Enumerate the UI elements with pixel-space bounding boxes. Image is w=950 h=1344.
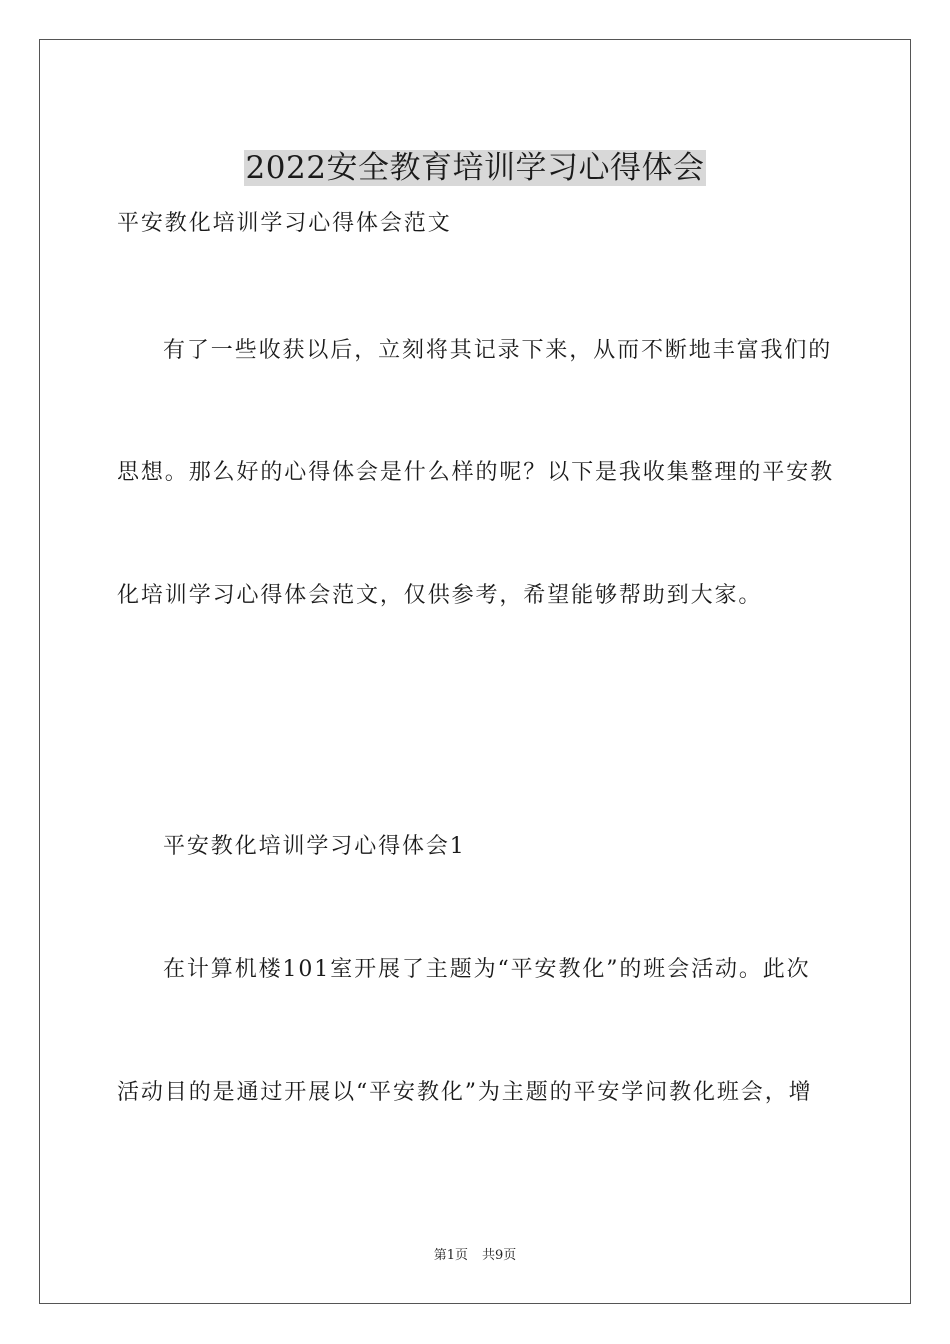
title-highlight: 2022安全教育培训学习心得体会 [245, 149, 705, 186]
body-line-2: 活动目的是通过开展以“平安教化”为主题的平安学问教化班会，增 [117, 1080, 813, 1105]
intro-line-3: 化培训学习心得体会范文，仅供参考，希望能够帮助到大家。 [117, 583, 763, 608]
intro-line-1: 有了一些收获以后，立刻将其记录下来，从而不断地丰富我们的 [163, 338, 833, 363]
page-number-current: 第1页 [433, 1248, 468, 1263]
intro-line-2: 思想。那么好的心得体会是什么样的呢？以下是我收集整理的平安教 [117, 460, 835, 485]
section-heading: 平安教化培训学习心得体会1 [163, 834, 466, 859]
page-number-total: 共9页 [482, 1248, 517, 1263]
page-footer [0, 1247, 950, 1265]
document-title [0, 148, 950, 188]
body-line-1: 在计算机楼101室开展了主题为“平安教化”的班会活动。此次 [163, 957, 811, 982]
document-subtitle: 平安教化培训学习心得体会范文 [117, 211, 452, 236]
